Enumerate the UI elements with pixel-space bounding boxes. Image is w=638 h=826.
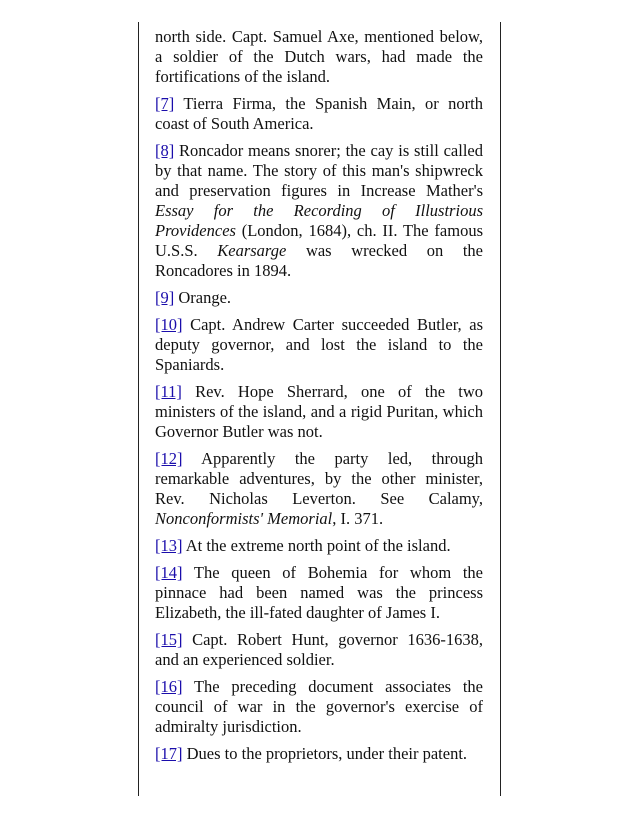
footnote-text: , I. 371. [332,509,384,528]
footnote [155,536,483,556]
footnote-ref-link[interactable]: [13] [155,536,183,555]
footnote [155,744,483,764]
footnote-ref-link[interactable]: [16] [155,677,183,696]
footnote-text: Orange. [174,288,232,307]
footnote-text: Tierra Firma, the Spanish Main, or north coast of South America. [155,94,483,133]
italic-title: Nonconformists' Memorial [155,509,333,528]
footnote-text: The preceding document associates the council of war in the governor's exercise of admiralty jurisdiction. [155,677,483,736]
footnote [155,449,483,529]
footnote [155,288,483,308]
footnote-text: (London, 1684), ch. II. The famous U.S.S. [155,221,483,260]
footnote [155,382,483,442]
footnote-ref-link[interactable]: [15] [155,630,183,649]
footnote-ref-link[interactable]: [11] [155,382,182,401]
footnote-text: was wrecked on the Roncadores in 1894. [155,241,483,280]
footnote [155,677,483,737]
footnote-text: At the extreme north point of the island. [182,536,451,555]
italic-title: Essay for the Recording of Illustrious Providences [155,201,483,240]
footnote-text: north side. Capt. Samuel Axe, mentioned below, a soldier of the Dutch wars, had made the fortifications of the island. [155,27,483,86]
footnote-ref-link[interactable]: [17] [155,744,183,763]
footnote [155,630,483,670]
left-column-rule [138,22,139,796]
footnote-ref-link[interactable]: [8] [155,141,175,160]
footnotes-column [155,27,483,771]
footnote-ref-link[interactable]: [10] [155,315,183,334]
footnote-text: Apparently the party led, through remarkable adventures, by the other minister, Rev. Nicholas Leverton. See Calamy, [155,449,483,508]
footnote-ref-link[interactable]: [9] [155,288,175,307]
footnote-text: Dues to the proprietors, under their patent. [182,744,468,763]
footnote [155,315,483,375]
footnote-text: Capt. Robert Hunt, governor 1636-1638, and an experienced soldier. [155,630,483,669]
footnote-ref-link[interactable]: [14] [155,563,183,582]
footnote-ref-link[interactable]: [7] [155,94,175,113]
footnote-text: Capt. Andrew Carter succeeded Butler, as deputy governor, and lost the island to the Spaniards. [155,315,483,374]
right-column-rule [500,22,501,796]
footnote [155,563,483,623]
footnote-text: Roncador means snorer; the cay is still called by that name. The story of this man's shipwreck and preservation figures in Increase Mather's [155,141,483,200]
footnote [155,94,483,134]
footnote-text: The queen of Bohemia for whom the pinnace had been named was the princess Elizabeth, the ill-fated daughter of James I. [155,563,483,622]
italic-title: Kearsarge [217,241,287,260]
footnote-text: Rev. Hope Sherrard, one of the two ministers of the island, and a rigid Puritan, which Governor Butler was not. [155,382,483,441]
footnote-ref-link[interactable]: [12] [155,449,183,468]
footnote [155,141,483,281]
footnote [155,27,483,87]
